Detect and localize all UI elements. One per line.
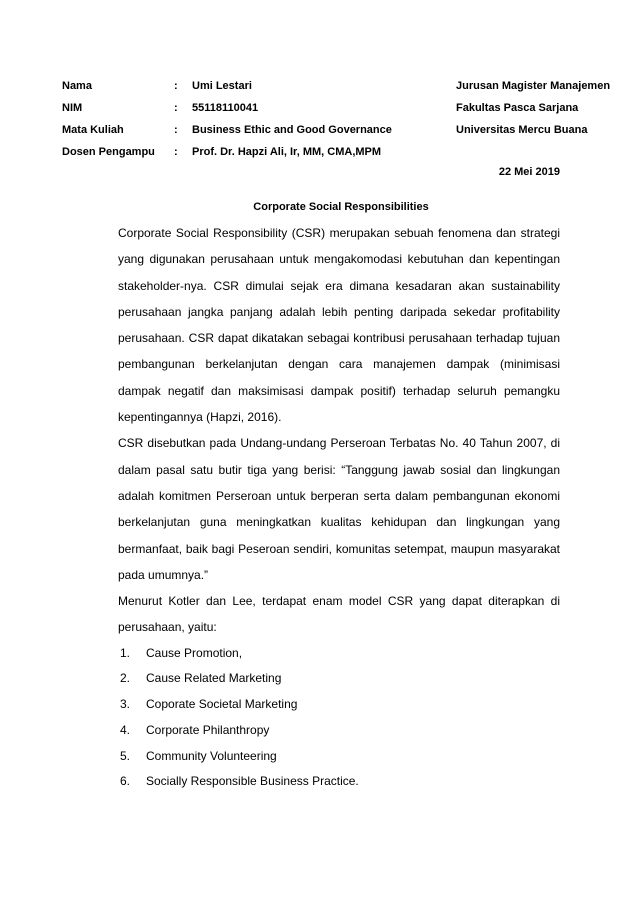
header-label: Dosen Pengampu <box>62 146 155 158</box>
paragraph: Corporate Social Responsibility (CSR) merupakan sebuah fenomena dan strategi yang digunakan perusahaan untuk mengakomodasi kebutuhan dan kepentingan stakeholder-nya. CSR dimulai sejak era dimana kesadaran akan sustainability perusahaan jangka panjang adalah lebih penting daripada sekedar profitability perusahaan. CSR dapat dikatakan sebagai kontribusi perusahaan terhadap tujuan pembangunan berkelanjutan dengan cara manajemen dampak (minimisasi dampak negatif dan maksimisasi dampak positif) terhadap seluruh pemangku kepentingannya (Hapzi, 2016). <box>118 226 560 425</box>
list-item <box>118 744 560 770</box>
list-number: 6. <box>120 774 131 789</box>
list-text: Cause Promotion, <box>146 645 243 660</box>
list-number: 4. <box>120 722 131 737</box>
list-item <box>118 666 560 692</box>
list-item <box>118 718 560 744</box>
document-title: Corporate Social Responsibilities <box>253 201 429 213</box>
paragraph: CSR disebutkan pada Undang-undang Perseroan Terbatas No. 40 Tahun 2007, di dalam pasal satu butir tiga yang berisi: “Tanggung jawab sosial dan lingkungan adalah komitmen Perseroan untuk berperan serta dalam pembangunan ekonomi berkelanjutan guna meningkatkan kualitas kehidupan dan lingkungan yang bermanfaat, baik bagi Peseroan sendiri, komunitas setempat, maupun masyarakat pada umumnya.” <box>118 436 560 582</box>
header-label: Mata Kuliah <box>62 124 124 136</box>
header-value: Umi Lestari <box>192 80 252 92</box>
header-label: NIM <box>62 102 83 114</box>
document-date: 22 Mei 2019 <box>498 166 560 178</box>
list-number: 2. <box>120 671 131 686</box>
paragraph: Menurut Kotler dan Lee, terdapat enam model CSR yang dapat diterapkan di perusahaan, yaitu: <box>118 594 560 635</box>
csr-model-list <box>118 641 560 795</box>
header-institution: Fakultas Pasca Sarjana <box>456 102 579 114</box>
header-institution: Jurusan Magister Manajemen <box>456 80 611 92</box>
header-colon: : <box>174 124 178 136</box>
list-number: 5. <box>120 748 131 763</box>
list-text: Cause Related Marketing <box>146 671 282 686</box>
header-colon: : <box>174 80 178 92</box>
list-item <box>118 641 560 667</box>
header-value: Business Ethic and Good Governance <box>192 124 392 136</box>
list-text: Socially Responsible Business Practice. <box>146 774 359 789</box>
header-value: Prof. Dr. Hapzi Ali, Ir, MM, CMA,MPM <box>192 146 382 158</box>
document-body <box>118 220 560 795</box>
header-colon: : <box>174 102 178 114</box>
list-text: Corporate Philanthropy <box>146 722 270 737</box>
list-item <box>118 769 560 795</box>
list-number: 1. <box>120 645 131 660</box>
list-text: Coporate Societal Marketing <box>146 697 298 712</box>
header-value: 55118110041 <box>192 102 259 114</box>
list-item <box>118 692 560 718</box>
list-text: Community Volunteering <box>146 748 277 763</box>
header-label: Nama <box>62 80 92 92</box>
list-number: 3. <box>120 697 131 712</box>
header-colon: : <box>174 146 178 158</box>
header-institution: Universitas Mercu Buana <box>456 124 588 136</box>
